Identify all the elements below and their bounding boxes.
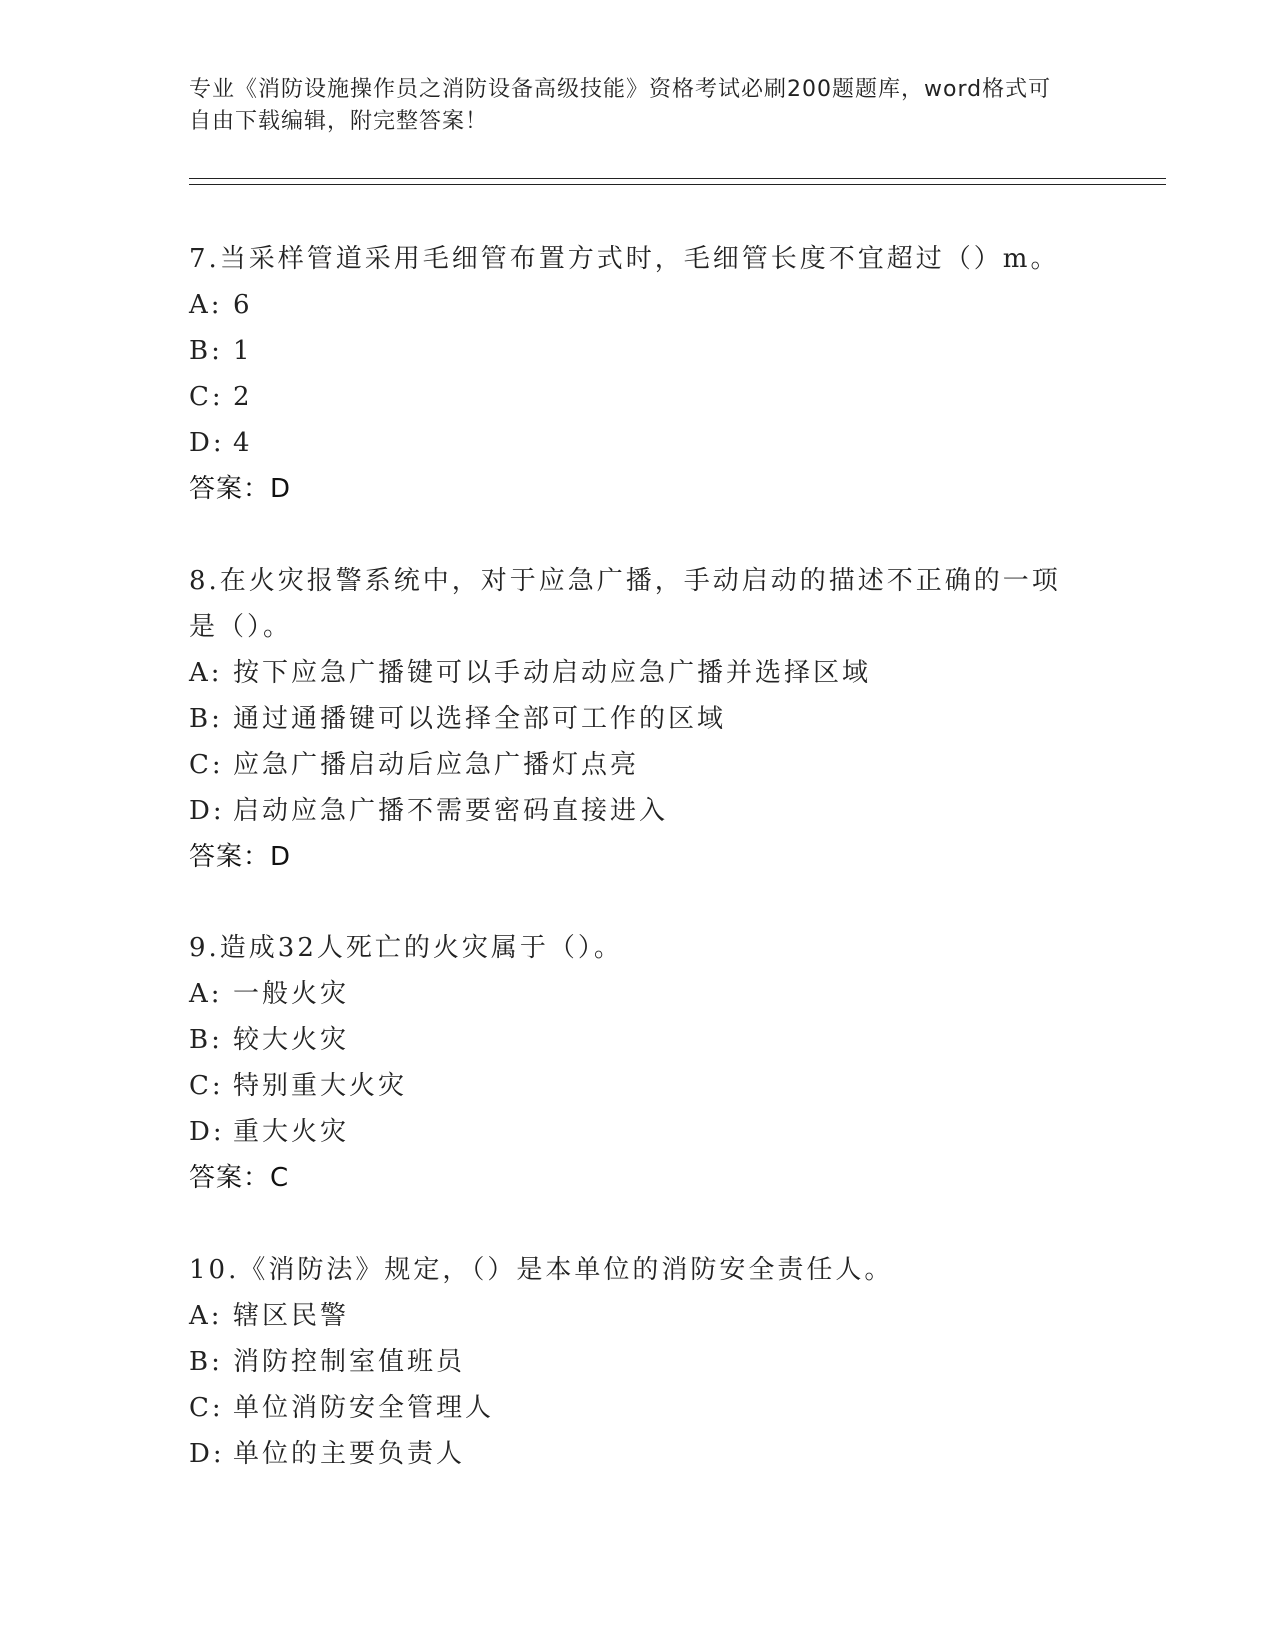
question-9 [189,925,1089,1201]
option-text: 4 [233,428,253,458]
document-header: 专业《消防设施操作员之消防设备高级技能》资格考试必刷200题题库，word格式可自由下载编辑，附完整答案！ [189,77,1052,134]
question-stem: 9.造成32人死亡的火灾属于（）。 [189,933,623,963]
option-key: D: [189,1439,225,1469]
option-key: C: [189,1071,224,1101]
option-c [189,742,1089,788]
option-c [189,1385,1089,1431]
option-a [189,1293,1089,1339]
option-key: D: [189,796,225,826]
option-b [189,328,1089,374]
option-text: 单位消防安全管理人 [233,1393,495,1423]
option-b [189,1017,1089,1063]
option-d [189,1431,1089,1477]
option-key: C: [189,1393,224,1423]
header-divider-bottom [189,184,1166,185]
answer-line: 答案：D [189,474,292,504]
question-stem: 8.在火灾报警系统中，对于应急广播，手动启动的描述不正确的一项是（）。 [189,566,1061,642]
option-a [189,282,1089,328]
option-key: B: [189,1025,223,1055]
header-divider-top [189,178,1166,179]
option-key: A: [189,979,223,1009]
option-b [189,1339,1089,1385]
option-text: 特别重大火灾 [233,1071,408,1101]
option-d [189,1109,1089,1155]
option-a [189,650,1089,696]
option-key: C: [189,750,224,780]
option-text: 应急广播启动后应急广播灯点亮 [233,750,640,780]
question-stem: 10.《消防法》规定，（）是本单位的消防安全责任人。 [189,1255,894,1285]
option-text: 2 [233,382,253,412]
answer-line: 答案：D [189,842,292,872]
option-b [189,696,1089,742]
option-text: 按下应急广播键可以手动启动应急广播并选择区域 [233,658,872,688]
answer-line: 答案：C [189,1163,290,1193]
option-text: 启动应急广播不需要密码直接进入 [233,796,669,826]
option-text: 重大火灾 [233,1117,350,1147]
option-d [189,788,1089,834]
option-key: C: [189,382,224,412]
option-text: 较大火灾 [233,1025,350,1055]
option-key: A: [189,1301,223,1331]
question-8 [189,558,1089,880]
option-d [189,420,1089,466]
option-key: B: [189,704,223,734]
option-key: A: [189,658,223,688]
option-c [189,374,1089,420]
option-text: 消防控制室值班员 [233,1347,466,1377]
option-key: D: [189,428,225,458]
option-a [189,971,1089,1017]
option-text: 通过通播键可以选择全部可工作的区域 [233,704,727,734]
option-text: 辖区民警 [233,1301,350,1331]
option-key: B: [189,1347,223,1377]
option-key: D: [189,1117,225,1147]
question-7 [189,236,1089,512]
option-text: 单位的主要负责人 [233,1439,466,1469]
option-c [189,1063,1089,1109]
option-text: 1 [233,336,253,366]
question-10 [189,1247,1089,1477]
option-key: A: [189,290,223,320]
option-text: 6 [233,290,253,320]
option-key: B: [189,336,223,366]
question-stem: 7.当采样管道采用毛细管布置方式时，毛细管长度不宜超过（）m。 [189,244,1060,274]
option-text: 一般火灾 [233,979,350,1009]
